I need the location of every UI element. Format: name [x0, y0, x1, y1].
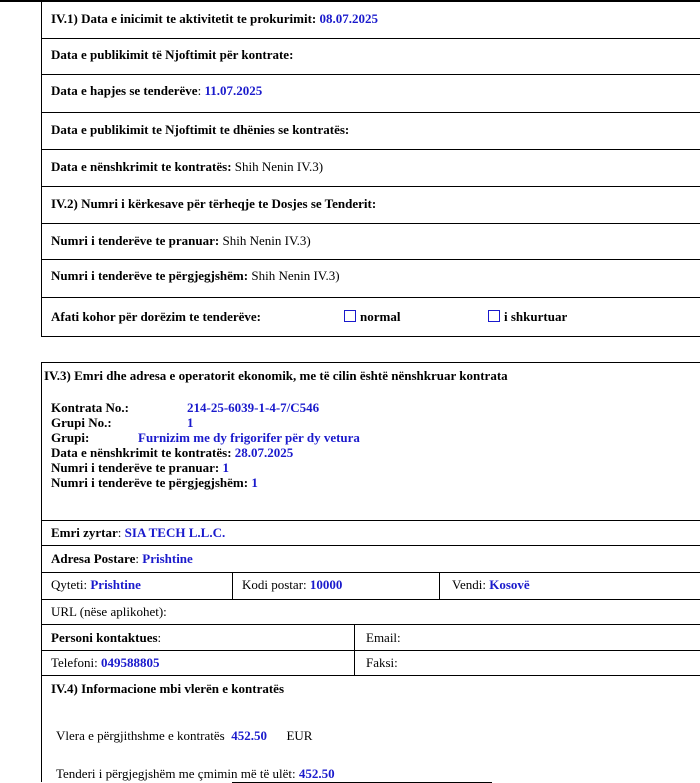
- publication-notice-label: Data e publikimit të Njoftimit për kontrate:: [51, 47, 294, 62]
- section-iv1-iv2: [41, 2, 700, 337]
- city-value: Prishtine: [90, 577, 141, 592]
- divider: [42, 599, 700, 600]
- received-label: Numri i tenderëve te pranuar:: [51, 233, 220, 248]
- iv3-received-label: Numri i tenderëve te pranuar:: [51, 460, 220, 475]
- divider: [42, 572, 700, 573]
- contact-label: Personi kontaktues: [51, 630, 158, 645]
- signing-value: Shih Nenin IV.3): [234, 159, 324, 174]
- opening-label: Data e hapjes se tenderëve: [51, 83, 198, 98]
- divider: [42, 624, 700, 625]
- cell-divider: [439, 572, 440, 599]
- lowest-tender-value: 452.50: [298, 766, 335, 781]
- lowest-tender-label: Tenderi i përgjegjshëm me çmimin më të ulët:: [56, 766, 296, 781]
- requests-label: IV.2) Numri i kërkesave për tërheqje te Dosjes se Tenderit:: [51, 196, 377, 211]
- option-normal[interactable]: [344, 309, 400, 325]
- postal-code-value: 10000: [309, 577, 343, 592]
- cell-divider: [232, 572, 233, 599]
- contract-no-label: Kontrata No.:: [51, 400, 129, 415]
- option-normal-label: normal: [360, 309, 401, 324]
- divider: [42, 675, 700, 676]
- divider: [42, 650, 700, 651]
- row-award-notice: [42, 113, 700, 150]
- phone-label: Telefoni:: [51, 655, 98, 670]
- responsive-value: Shih Nenin IV.3): [251, 268, 340, 283]
- official-name-label: Emri zyrtar: [51, 525, 118, 540]
- city-label: Qyteti:: [51, 577, 88, 592]
- country-label: Vendi:: [452, 577, 486, 592]
- option-short-label: i shkurtuar: [504, 309, 568, 324]
- section-iv3-iv4: IV.3) Emri dhe adresa e operatorit ekonomik, me të cilin është nënshkruar kontrata Kontrata No.: 214-25-6039-1-4-7/C546 Grupi No.: 1 Grupi: Furnizim me dy frigorifer për dy vetura Data e nënshkrimit te kontratës: 28.07.2025 Numri i tenderëve te pranuar: 1 Numri i tenderëve te përgjegjshëm: 1 Emri zyrtar: SIA TECH L.L.C. Adresa Postare: Prishtine Qyteti: Prishtine Kodi postar: 10000 Vendi: Kosovë URL (nëse aplikohet): Personi kontaktues: Email: Telefoni: 049588805 Faksi: IV.4) Informacione mbi vlerën e kontratës Vlera e përgjithshme e kontratës 452.50 EUR Tenderi i përgjegjshëm me çmimin më të ulët: 452.50: [41, 362, 700, 782]
- group-no-label: Grupi No.:: [51, 415, 112, 430]
- group-value: Furnizim me dy frigorifer për dy vetura: [138, 430, 360, 445]
- iv3-responsive-value: 1: [251, 475, 258, 490]
- row-tenders-responsive: [42, 260, 700, 298]
- official-name-value: SIA TECH L.L.C.: [124, 525, 226, 540]
- total-value-label: Vlera e përgjithshme e kontratës: [56, 728, 225, 743]
- divider: [42, 520, 700, 521]
- iv3-received-value: 1: [222, 460, 229, 475]
- postal-address-value: Prishtine: [142, 551, 193, 566]
- row-initiation-date: [42, 2, 700, 39]
- row-dossier-requests: [42, 187, 700, 224]
- postal-address-label: Adresa Postare: [51, 551, 136, 566]
- received-value: Shih Nenin IV.3): [222, 233, 311, 248]
- iv4-heading: IV.4) Informacione mbi vlerën e kontratës: [51, 681, 285, 696]
- checkbox-short-icon[interactable]: [488, 310, 500, 322]
- row-deadline: [42, 298, 700, 337]
- option-short[interactable]: [488, 309, 567, 325]
- deadline-label: Afati kohor për dorëzim te tenderëve:: [51, 309, 261, 324]
- iv3-responsive-label: Numri i tenderëve te përgjegjshëm:: [51, 475, 249, 490]
- group-no-value: 1: [187, 415, 194, 430]
- phone-value: 049588805: [101, 655, 160, 670]
- award-notice-label: Data e publikimit te Njoftimit te dhënies se kontratës:: [51, 122, 350, 137]
- row-tenders-received: [42, 224, 700, 260]
- total-value: 452.50: [231, 728, 267, 743]
- url-label: URL (nëse aplikohet):: [51, 604, 167, 619]
- row-opening-date: Data e hapjes se tenderëve: 11.07.2025: [42, 75, 700, 113]
- divider: [42, 545, 700, 546]
- checkbox-normal-icon[interactable]: [344, 310, 356, 322]
- contract-no-value: 214-25-6039-1-4-7/C546: [187, 400, 320, 415]
- country-value: Kosovë: [489, 577, 530, 592]
- responsive-label: Numri i tenderëve te përgjegjshëm:: [51, 268, 249, 283]
- initiation-value: 08.07.2025: [319, 11, 378, 26]
- iv3-signing-label: Data e nënshkrimit te kontratës:: [51, 445, 232, 460]
- iv3-heading: IV.3) Emri dhe adresa e operatorit ekonomik, me të cilin është nënshkruar kontrata: [44, 368, 508, 383]
- opening-value: 11.07.2025: [204, 83, 263, 98]
- row-publication-notice: [42, 39, 700, 75]
- postal-code-label: Kodi postar:: [242, 577, 307, 592]
- currency: EUR: [286, 728, 313, 743]
- row-signing-date: [42, 150, 700, 187]
- signing-label: Data e nënshkrimit te kontratës:: [51, 159, 232, 174]
- initiation-label: IV.1) Data e inicimit te aktivitetit te prokurimit:: [51, 11, 317, 26]
- group-label: Grupi:: [51, 430, 90, 445]
- email-label: Email:: [366, 630, 401, 645]
- fax-label: Faksi:: [366, 655, 398, 670]
- iv3-signing-value: 28.07.2025: [234, 445, 294, 460]
